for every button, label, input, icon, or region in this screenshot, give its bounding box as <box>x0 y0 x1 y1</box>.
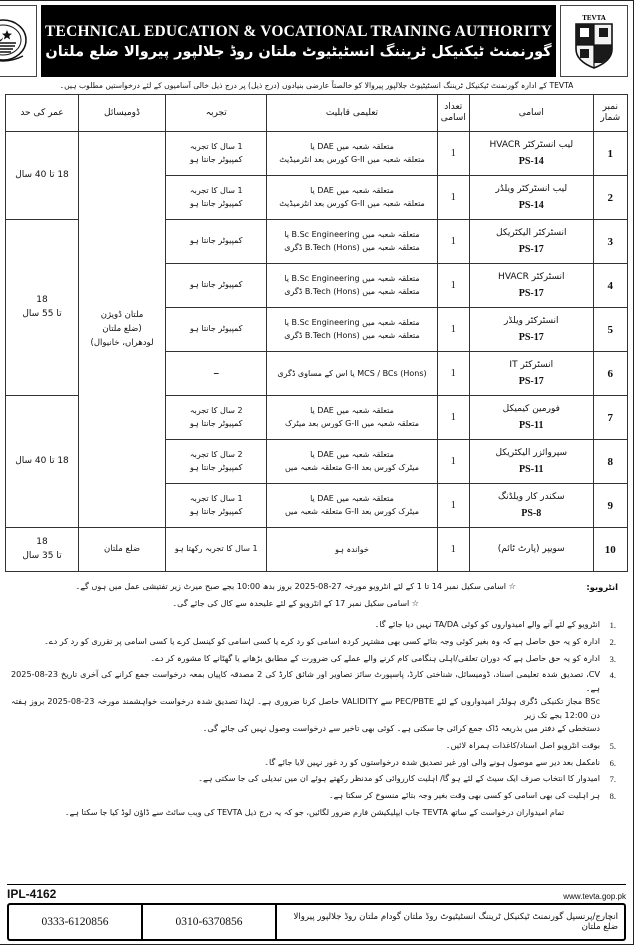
ipl-reference: IPL-4162 <box>8 887 58 901</box>
vacancy-table <box>6 94 629 572</box>
phone-number-1[interactable]: 0333-6120856 <box>42 916 110 928</box>
cell-serial: 7 <box>594 396 628 440</box>
cell-qualification: متعلقہ شعبہ میں B.Sc Engineering یا متعلقہ شعبہ میں B.Tech (Hons) ڈگری <box>268 220 438 264</box>
cell-post: لیب انسٹرکٹر HVACR PS-14 <box>470 132 594 176</box>
cell-experience: 2 سال کا تجربہ کمپیوٹر جانتا ہو <box>167 396 268 440</box>
cell-serial: 10 <box>594 528 628 572</box>
condition-item: ادارہ کو یہ حق حاصل ہے کہ دوران تعلقی/اہلی ہنگامی کام کرنے والے عملے کی ضرورت کے مطابق بڑھانے یا گھٹانے کا مشورہ کر دے۔ <box>151 652 601 663</box>
cell-qualification: متعلقہ شعبہ میں DAE یا میٹرک کورس بعد G-II متعلقہ شعبہ میں <box>268 440 438 484</box>
cell-experience: – <box>167 352 268 396</box>
cell-qualification: متعلقہ شعبہ میں B.Sc Engineering یا متعلقہ شعبہ میں B.Tech (Hons) ڈگری <box>268 264 438 308</box>
conditions-list <box>12 618 619 803</box>
cell-count: 1 <box>438 264 470 308</box>
cell-experience: 1 سال کا تجربہ کمپیوٹر جانتا ہو <box>167 176 268 220</box>
cell-count: 1 <box>438 528 470 572</box>
cell-age-limit: 18 تا 35 سال <box>7 528 80 572</box>
interview-label: انٹرویو: <box>587 582 619 593</box>
condition-item: ہر اہلیت کی بھی اسامی کو کسی بھی وقت بغیر وجہ بتائے منسوخ کر سکتا ہے۔ <box>329 790 601 801</box>
cell-count: 1 <box>438 308 470 352</box>
table-header-row <box>7 95 629 132</box>
condition-item: انٹرویو کے لئے آنے والے امیدواروں کو کوئی TA/DA نہیں دیا جائے گا۔ <box>375 618 601 629</box>
cell-count: 1 <box>438 176 470 220</box>
header-title-urdu: گورنمنٹ ٹیکنیکل ٹریننگ انسٹیٹیوٹ ملتان روڈ جلالپور پیروالا ضلع ملتان <box>46 43 553 60</box>
cell-age-limit: 18 تا 40 سال <box>7 396 80 528</box>
condition-item: ادارہ کو یہ حق حاصل ہے کہ وہ بغیر کوئی وجہ بتائے کسی بھی مشتہر کردہ اسامی کو رد کرے یا کسی اسامی کو کینسل کرے یا کسی اسامی پر تقرری کو رد کر دے۔ <box>45 635 601 646</box>
cell-qualification: خواندہ ہو <box>268 528 438 572</box>
condition-item: بوقت انٹرویو اصل اسناد/کاغذات ہمراہ لائیں۔ <box>446 739 601 750</box>
footer <box>6 882 629 944</box>
cell-post: سپروائزر الیکٹریکل PS-11 <box>470 440 594 484</box>
cell-post: فورمین کیمیکل PS-11 <box>470 396 594 440</box>
cell-qualification: متعلقہ شعبہ میں DAE یا متعلقہ شعبہ میں G-II کورس بعد انٹرمیڈیٹ <box>268 132 438 176</box>
header-title-english: TECHNICAL EDUCATION & VOCATIONAL TRAINING AUTHORITY <box>46 22 553 40</box>
table-row <box>7 132 629 176</box>
cell-count: 1 <box>438 220 470 264</box>
notes-section <box>6 572 629 882</box>
condition-item: نامکمل بعد دیر سے موصول ہونے والی اور غیر تصدیق شدہ درخواستوں کو رد غور نہیں لایا جائے گا۔ <box>265 756 601 767</box>
cell-post: سویپر (پارٹ ٹائم) <box>470 528 594 572</box>
cell-qualification: متعلقہ شعبہ میں DAE یا متعلقہ شعبہ میں G-II کورس بعد انٹرمیڈیٹ <box>268 176 438 220</box>
cell-age-limit: 18 تا 40 سال <box>7 132 80 220</box>
footer-contact-bar <box>8 903 627 941</box>
th-age: عمر کی حد <box>7 95 80 132</box>
th-post: اسامی <box>470 95 594 132</box>
cell-post: لیب انسٹرکٹر ویلڈر PS-14 <box>470 176 594 220</box>
table-row <box>7 528 629 572</box>
cell-serial: 3 <box>594 220 628 264</box>
office-address: انچارج/پرنسپل گورنمنٹ ٹیکنیکل ٹریننگ انسٹیٹیوٹ روڈ ملتان گودام ملتان روڈ جلالپور پیروالا ضلع ملتان <box>276 905 625 939</box>
cell-count: 1 <box>438 484 470 528</box>
punjab-govt-emblem-icon <box>0 5 38 77</box>
svg-text:TEVTA: TEVTA <box>583 14 607 22</box>
cell-count: 1 <box>438 396 470 440</box>
th-serial: نمبر شمار <box>594 95 628 132</box>
cell-count: 1 <box>438 352 470 396</box>
cell-experience: 1 سال کا تجربہ رکھتا ہو <box>167 528 268 572</box>
cell-serial: 6 <box>594 352 628 396</box>
condition-item: CV، تصدیق شدہ تعلیمی اسناد، ڈومیسائل، شناختی کارڈ، پاسپورٹ سائز تصاویر اور شائق کارڈ کی 2 مصدقہ کاپیاں بمعہ درخواست جمع کرانے کی آخری تاریخ 23-08-2025 ہے۔ BSc مجاز تکنیکی ڈگری ہولڈر امیدواروں کے لئے PEC/PBTE سے VALIDITY حاصل کرنا ضروری ہے۔ لہٰذا تصدیق شدہ درخواست خواہشمند مورخہ 23-08-2025 بروز ہفتہ دن 12:00 بجے تک زیر دستخطی کے دفتر میں بذریعہ ڈاک جمع کرائی جا سکتی ہے۔ کوئی بھی تاخیر سے درخواست وصول نہیں کی جائے گی۔ <box>12 669 602 733</box>
cell-serial: 1 <box>594 132 628 176</box>
tevta-shield-logo-icon <box>561 5 629 77</box>
cell-qualification: متعلقہ شعبہ میں B.Sc Engineering یا متعلقہ شعبہ میں B.Tech (Hons) ڈگری <box>268 308 438 352</box>
th-experience: تجربہ <box>167 95 268 132</box>
cell-experience: کمپیوٹر جانتا ہو <box>167 220 268 264</box>
header-title-band <box>42 5 557 77</box>
website-link[interactable]: www.tevta.gop.pk <box>564 892 627 901</box>
cell-qualification: متعلقہ شعبہ میں DAE یا میٹرک کورس بعد G-II متعلقہ شعبہ میں <box>268 484 438 528</box>
interview-block <box>12 580 619 613</box>
th-qualification: تعلیمی قابلیت <box>268 95 438 132</box>
th-domicile: ڈومیسائل <box>79 95 166 132</box>
cell-domicile: ضلع ملتان <box>79 528 166 572</box>
cell-age-limit: 18 تا 55 سال <box>7 220 80 396</box>
footer-top-row <box>8 887 627 901</box>
interview-line: ☆ اسامی سکیل نمبر 14 تا 1 کے لئے انٹرویو مورخہ 27-08-2025 بروز بدھ 10:00 بجے صبح میرٹ زیر تفتیشی عمل میں ہوں گے۔ <box>76 581 517 592</box>
interview-line: ☆ اسامی سکیل نمبر 17 کے انٹرویو کے لئے علیحدہ سے کال کی جائے گی۔ <box>173 597 421 608</box>
cell-post: سکندر کار ویلڈنگ PS-8 <box>470 484 594 528</box>
cell-experience: 2 سال کا تجربہ کمپیوٹر جانتا ہو <box>167 440 268 484</box>
cell-experience: 1 سال کا تجربہ کمپیوٹر جانتا ہو <box>167 132 268 176</box>
footer-divider <box>8 884 627 885</box>
cell-post: انسٹرکٹر IT PS-17 <box>470 352 594 396</box>
intro-paragraph: TEVTA کے ادارہ گورنمنٹ ٹیکنیکل ٹریننگ انسٹیٹیوٹ جلالپور پیروالا کو خالصتاً عارضی بنیادوں (درج ذیل) پر درج ذیل خالی آسامیوں کے لئے درخواستیں مطلوب ہیں۔ <box>60 81 575 90</box>
cell-qualification: متعلقہ شعبہ میں DAE یا متعلقہ شعبہ میں G-II کورس بعد میٹرک <box>268 396 438 440</box>
vacancy-table-wrapper <box>6 94 629 572</box>
tail-note: تمام امیدواران درخواست کے ساتھ TEVTA جاب ایپلیکیشن فارم ضرور لگائیں، جو کہ یہ درج ذیل TEVTA کی ویب سائٹ سے ڈاؤن لوڈ کیا جا سکتا ہے۔ <box>65 808 566 818</box>
cell-domicile: ملتان ڈویژن (ضلع ملتان لودھراں، خانیوال) <box>79 132 166 528</box>
cell-experience: کمپیوٹر جانتا ہو <box>167 264 268 308</box>
cell-post: انسٹرکٹر ویلڈر PS-17 <box>470 308 594 352</box>
interview-lines <box>12 580 581 613</box>
cell-qualification: MCS / BCs (Hons) یا اس کے مساوی ڈگری <box>268 352 438 396</box>
cell-post: انسٹرکٹر الیکٹریکل PS-17 <box>470 220 594 264</box>
phone-number-2[interactable]: 0310-6370856 <box>142 905 276 939</box>
th-count: تعداد اسامی <box>438 95 470 132</box>
cell-count: 1 <box>438 440 470 484</box>
cell-experience: کمپیوٹر جانتا ہو <box>167 308 268 352</box>
cell-serial: 9 <box>594 484 628 528</box>
condition-item: امیدوار کا انتخاب صرف ایک سیٹ کے لئے ہو گا/ اہلیت کارروائی کو مدنظر رکھتے ہوئے ان میں تبدیلی کی جا سکتی ہے۔ <box>199 773 601 784</box>
vacancy-table-body <box>7 132 629 572</box>
cell-serial: 8 <box>594 440 628 484</box>
cell-serial: 5 <box>594 308 628 352</box>
cell-count: 1 <box>438 132 470 176</box>
header <box>6 5 629 77</box>
cell-post: انسٹرکٹر HVACR PS-17 <box>470 264 594 308</box>
cell-experience: 1 سال کا تجربہ کمپیوٹر جانتا ہو <box>167 484 268 528</box>
cell-serial: 4 <box>594 264 628 308</box>
cell-serial: 2 <box>594 176 628 220</box>
